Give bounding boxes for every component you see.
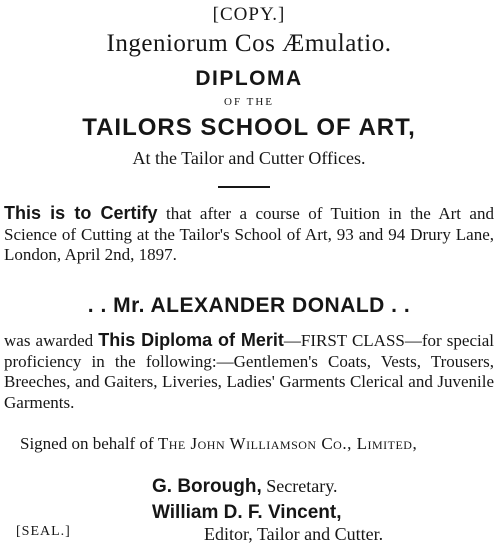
seal-label: [SEAL.] bbox=[16, 524, 71, 539]
award-bold: This Diploma of Merit bbox=[98, 330, 284, 350]
editor-title: Editor, Tailor and Cutter. bbox=[204, 524, 384, 544]
copy-label: [COPY.] bbox=[212, 4, 286, 25]
certificate-paragraph bbox=[4, 203, 494, 266]
secretary-title: Secretary. bbox=[261, 476, 338, 496]
divider-rule bbox=[218, 186, 270, 188]
signature-editor bbox=[152, 502, 342, 524]
editor-name: William D. F. Vincent, bbox=[152, 502, 342, 523]
signed-prefix: Signed on behalf of bbox=[20, 434, 158, 453]
secretary-name: G. Borough, bbox=[152, 476, 262, 497]
award-body: —FIRST CLASS—for special proficiency in the following:—Gentlemen's Coats, Vests, Trousers, Breeches, and Gaiters, Liveries, Ladies' Garments Clerical and Juvenile Garments. bbox=[4, 331, 495, 412]
signed-on-behalf bbox=[4, 434, 494, 455]
certify-lead: This is to Certify bbox=[4, 203, 158, 223]
school-name: TAILORS SCHOOL OF ART, bbox=[82, 114, 416, 141]
certify-body: that after a course of Tuition in the Art and Science of Cutting at the Tailor's School of Art, 93 and 94 Drury Lane, London, April 2nd, 1897. bbox=[4, 204, 494, 264]
signature-secretary bbox=[152, 476, 338, 498]
award-intro: was awarded bbox=[4, 331, 99, 350]
recipient-name: . . Mr. ALEXANDER DONALD . . bbox=[87, 294, 411, 317]
company-name: The John Williamson Co., Limited, bbox=[157, 434, 418, 453]
motto: Ingeniorum Cos Æmulatio. bbox=[106, 30, 392, 57]
of-the-line: OF THE bbox=[224, 96, 274, 108]
diploma-title: DIPLOMA bbox=[195, 67, 303, 90]
award-paragraph bbox=[4, 330, 494, 413]
offices-line: At the Tailor and Cutter Offices. bbox=[132, 148, 366, 168]
